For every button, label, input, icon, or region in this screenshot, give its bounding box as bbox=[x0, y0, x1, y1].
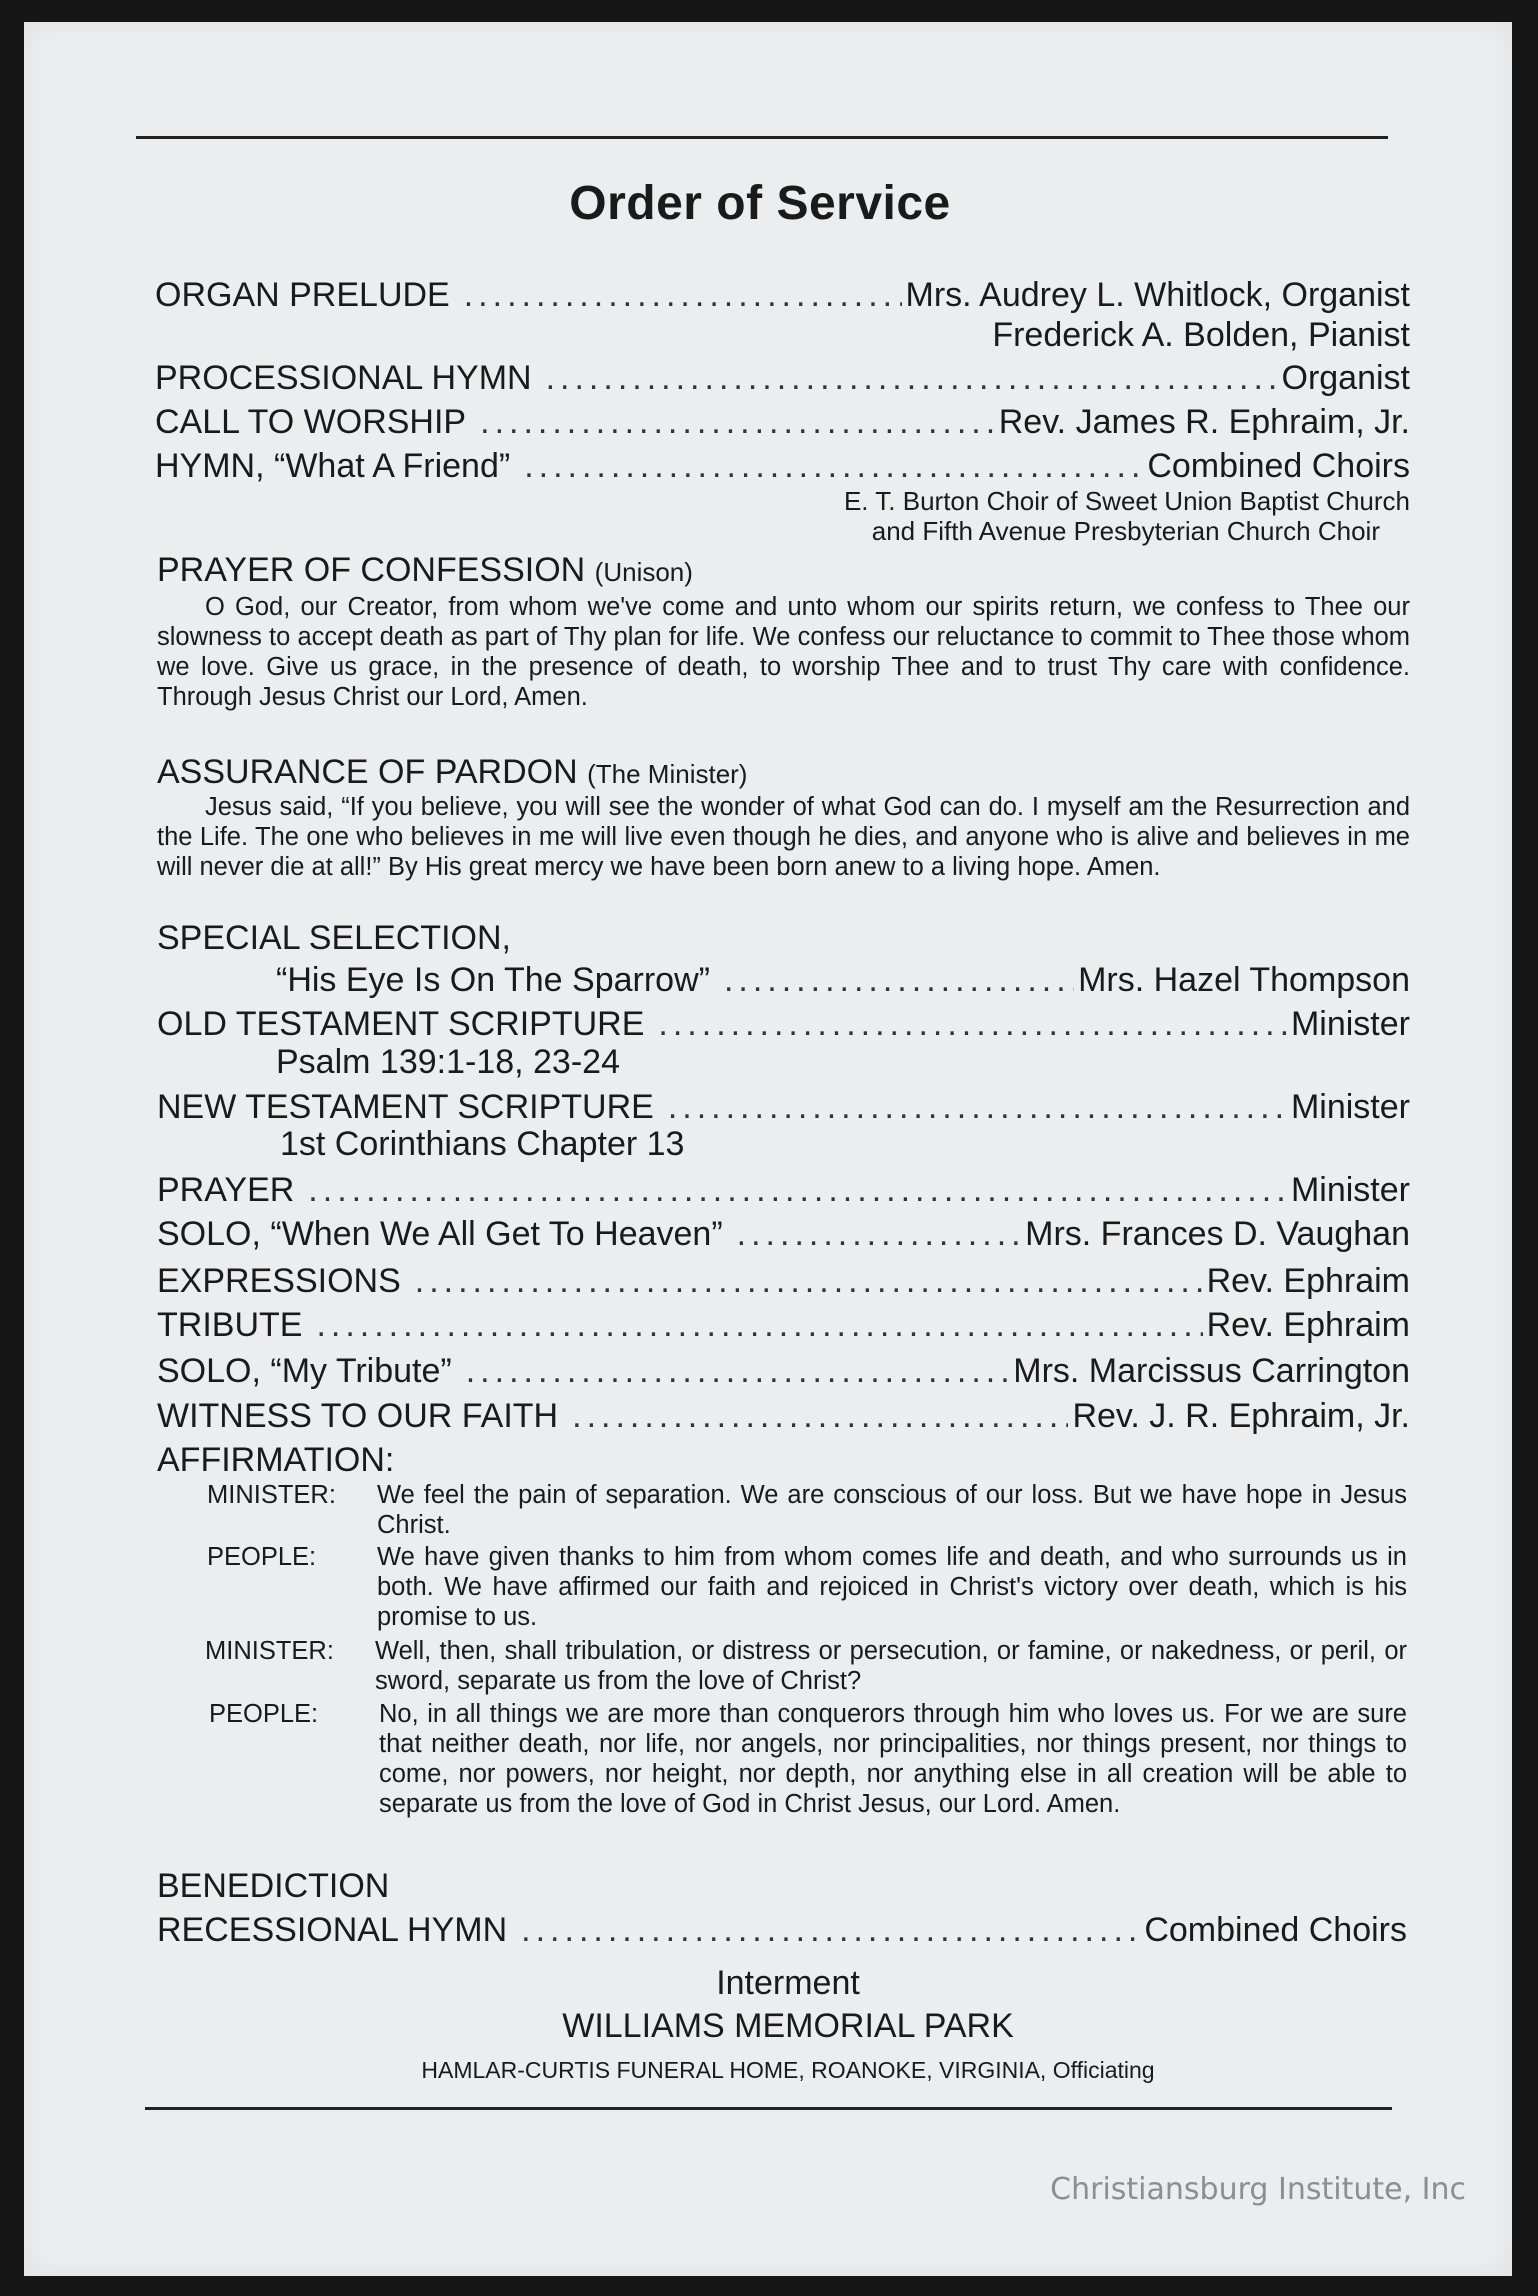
leader-dots bbox=[466, 1351, 1010, 1391]
leader-dots bbox=[572, 1396, 1068, 1436]
item-participant: Minister bbox=[1290, 1005, 1410, 1043]
service-item-hymn bbox=[155, 446, 1410, 486]
item-label: WITNESS TO OUR FAITH bbox=[157, 1397, 559, 1435]
item-label: PROCESSIONAL HYMN bbox=[155, 359, 532, 397]
hymn-choir-line-2: and Fifth Avenue Presbyterian Church Choir bbox=[871, 516, 1380, 546]
service-item-tribute bbox=[157, 1305, 1410, 1345]
prayer-of-confession-heading bbox=[157, 550, 693, 592]
leader-dots bbox=[737, 1214, 1021, 1254]
item-participant: Mrs. Audrey L. Whitlock, Organist bbox=[905, 276, 1410, 314]
leader-dots bbox=[524, 446, 1143, 486]
organ-prelude-pianist: Frederick A. Bolden, Pianist bbox=[992, 316, 1410, 354]
new-testament-reference: 1st Corinthians Chapter 13 bbox=[280, 1125, 685, 1163]
item-label: ASSURANCE OF PARDON bbox=[157, 753, 578, 791]
old-testament-reference: Psalm 139:1-18, 23-24 bbox=[276, 1043, 620, 1081]
service-item-expressions bbox=[157, 1261, 1410, 1301]
service-item-solo-tribute bbox=[157, 1351, 1410, 1391]
item-participant: Combined Choirs bbox=[1144, 1911, 1407, 1949]
affirmation-text: Well, then, shall tribulation, or distress or persecution, or famine, or nakedness, or peril, or sword, separate us from the love of Christ? bbox=[375, 1637, 1407, 1695]
item-participant: Rev. James R. Ephraim, Jr. bbox=[998, 403, 1410, 441]
affirmation-speaker: PEOPLE: bbox=[207, 1543, 317, 1571]
affirmation-speaker: PEOPLE: bbox=[209, 1700, 319, 1728]
leader-dots bbox=[480, 402, 995, 442]
item-note: (Unison) bbox=[594, 557, 693, 587]
service-item-prayer bbox=[157, 1170, 1410, 1210]
service-item-processional-hymn bbox=[155, 358, 1410, 398]
affirmation-line bbox=[209, 1699, 1407, 1819]
affirmation-speaker: MINISTER: bbox=[205, 1637, 334, 1665]
item-label: CALL TO WORSHIP bbox=[155, 403, 467, 441]
item-label: SOLO, “When We All Get To Heaven” bbox=[157, 1215, 723, 1253]
item-label: TRIBUTE bbox=[157, 1306, 303, 1344]
affirmation-text: We feel the pain of separation. We are conscious of our loss. But we have hope in Jesus Christ. bbox=[377, 1481, 1407, 1539]
affirmation-text: No, in all things we are more than conquerors through him who loves us. For we are sure that neither death, nor life, nor angels, nor principalities, nor things present, nor things to come, nor powers, nor height, nor depth, nor anything else in all creation will be able to separate us from the love of God in Christ Jesus, our Lord. Amen. bbox=[379, 1700, 1407, 1818]
affirmation-line bbox=[205, 1636, 1407, 1696]
service-item-old-testament bbox=[157, 1004, 1410, 1044]
item-label: ORGAN PRELUDE bbox=[155, 276, 450, 314]
assurance-of-pardon-text: Jesus said, “If you believe, you will see the wonder of what God can do. I myself am the Resurrection and the Life. The one who believes in me will live even though he dies, and anyone who is alive and believes in me will never die at all!” By His great mercy we have been born anew to a living hope. Amen. bbox=[157, 793, 1410, 881]
item-participant: Mrs. Marcissus Carrington bbox=[1013, 1352, 1410, 1390]
leader-dots bbox=[546, 358, 1278, 398]
benediction-heading: BENEDICTION bbox=[157, 1867, 390, 1905]
leader-dots bbox=[658, 1004, 1287, 1044]
interment-place: WILLIAMS MEMORIAL PARK bbox=[562, 2007, 1014, 2045]
item-participant: Organist bbox=[1281, 359, 1410, 397]
watermark: Christiansburg Institute, Inc bbox=[1050, 2172, 1466, 2207]
leader-dots bbox=[668, 1087, 1287, 1127]
service-item-organ-prelude bbox=[155, 275, 1410, 315]
item-participant: Minister bbox=[1290, 1088, 1410, 1126]
special-selection-song: “His Eye Is On The Sparrow” bbox=[276, 961, 710, 999]
item-note: (The Minister) bbox=[587, 759, 748, 789]
item-participant: Rev. Ephraim bbox=[1206, 1306, 1410, 1344]
item-participant: Mrs. Frances D. Vaughan bbox=[1025, 1215, 1410, 1253]
item-label: EXPRESSIONS bbox=[157, 1262, 401, 1300]
service-item-special-selection bbox=[276, 960, 1410, 1000]
item-label: OLD TESTAMENT SCRIPTURE bbox=[157, 1005, 645, 1043]
assurance-of-pardon-heading bbox=[157, 752, 747, 794]
top-divider bbox=[136, 136, 1388, 139]
item-label: HYMN, “What A Friend” bbox=[155, 447, 511, 485]
item-participant: Rev. J. R. Ephraim, Jr. bbox=[1072, 1397, 1410, 1435]
hymn-choir-line-1: E. T. Burton Choir of Sweet Union Baptist Church bbox=[843, 486, 1410, 516]
leader-dots bbox=[415, 1261, 1203, 1301]
bottom-divider bbox=[145, 2107, 1392, 2110]
page-title: Order of Service bbox=[569, 177, 951, 230]
leader-dots bbox=[464, 275, 902, 315]
item-participant: Minister bbox=[1290, 1171, 1410, 1209]
affirmation-line bbox=[207, 1480, 1407, 1540]
item-label: PRAYER bbox=[157, 1171, 295, 1209]
affirmation-heading: AFFIRMATION: bbox=[157, 1441, 395, 1479]
item-label: PRAYER OF CONFESSION bbox=[157, 551, 586, 589]
affirmation-line bbox=[207, 1542, 1407, 1632]
special-selection-heading: SPECIAL SELECTION, bbox=[157, 919, 511, 957]
item-label: NEW TESTAMENT SCRIPTURE bbox=[157, 1088, 654, 1126]
affirmation-text: We have given thanks to him from whom comes life and death, and who surrounds us in both. We have affirmed our faith and rejoiced in Christ's victory over death, which is his promise to us. bbox=[377, 1543, 1407, 1631]
service-item-new-testament bbox=[157, 1087, 1410, 1127]
leader-dots bbox=[724, 960, 1074, 1000]
interment-heading: Interment bbox=[716, 1964, 860, 2002]
affirmation-speaker: MINISTER: bbox=[207, 1481, 336, 1509]
service-item-solo-heaven bbox=[157, 1214, 1410, 1254]
item-label: RECESSIONAL HYMN bbox=[157, 1911, 508, 1949]
leader-dots bbox=[308, 1170, 1287, 1210]
service-item-call-to-worship bbox=[155, 402, 1410, 442]
item-participant: Rev. Ephraim bbox=[1206, 1262, 1410, 1300]
service-item-witness bbox=[157, 1396, 1410, 1436]
item-participant: Combined Choirs bbox=[1147, 447, 1410, 485]
item-label: SOLO, “My Tribute” bbox=[157, 1352, 452, 1390]
item-participant: Mrs. Hazel Thompson bbox=[1078, 961, 1410, 999]
leader-dots bbox=[316, 1305, 1202, 1345]
leader-dots bbox=[521, 1910, 1140, 1950]
funeral-home-credit: HAMLAR-CURTIS FUNERAL HOME, ROANOKE, VIRGINIA, Officiating bbox=[421, 2057, 1155, 2083]
service-item-recessional-hymn bbox=[157, 1910, 1407, 1950]
prayer-of-confession-text: O God, our Creator, from whom we've come and unto whom our spirits return, we confess to Thee our slowness to accept death as part of Thy plan for life. We confess our reluctance to commit to Thee those whom we love. Give us grace, in the presence of death, to worship Thee and to trust Thy care with confidence. Through Jesus Christ our Lord, Amen. bbox=[157, 593, 1410, 711]
